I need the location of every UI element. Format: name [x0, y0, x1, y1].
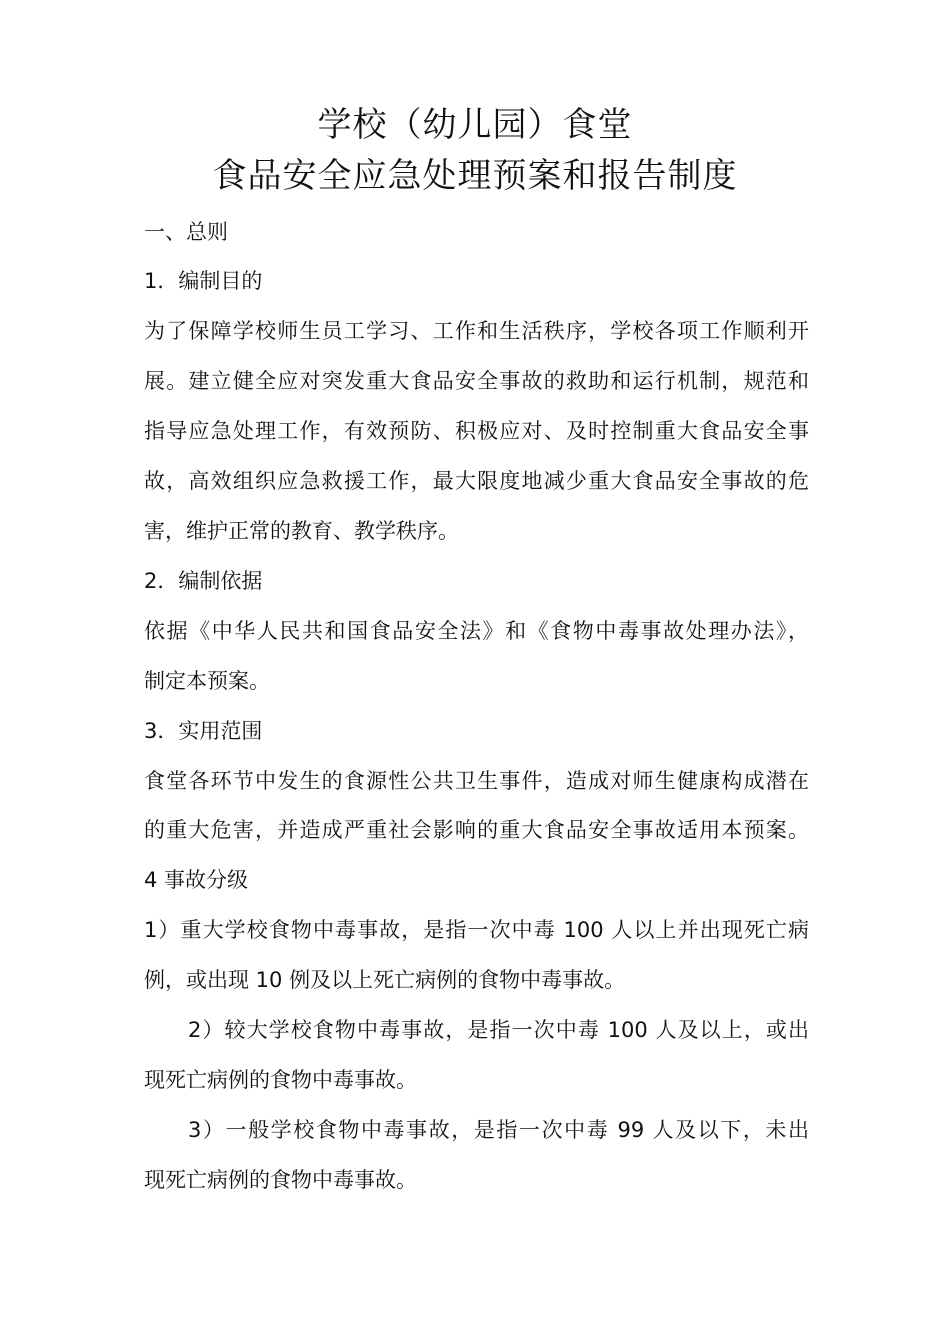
list-item-line: 2）较大学校食物中毒事故，是指一次中毒 100 人及以上，或出 [188, 1018, 809, 1042]
section-heading-general: 一、总则 [144, 220, 228, 244]
paragraph-line: 害，维护正常的教育、教学秩序。 [144, 519, 459, 543]
subheading-classification: 4 事故分级 [144, 868, 249, 892]
paragraph-line: 为了保障学校师生员工学习、工作和生活秩序，学校各项工作顺利开 [144, 319, 809, 343]
paragraph-line: 依据《中华人民共和国食品安全法》和《食物中毒事故处理办法》， [144, 619, 809, 643]
paragraph-line: 的重大危害，并造成严重社会影响的重大食品安全事故适用本预案。 [144, 818, 809, 842]
list-item-line: 现死亡病例的食物中毒事故。 [144, 1168, 417, 1192]
list-item-line: 3）一般学校食物中毒事故，是指一次中毒 99 人及以下，未出 [188, 1118, 809, 1142]
list-item-line: 1）重大学校食物中毒事故，是指一次中毒 100 人以上并出现死亡病 [144, 918, 809, 942]
paragraph-line: 制定本预案。 [144, 669, 270, 693]
paragraph-line: 展。建立健全应对突发重大食品安全事故的救助和运行机制，规范和 [144, 369, 809, 393]
subheading-purpose: 1．编制目的 [144, 269, 263, 293]
list-item-line: 例，或出现 10 例及以上死亡病例的食物中毒事故。 [144, 968, 626, 992]
list-item-line: 现死亡病例的食物中毒事故。 [144, 1068, 417, 1092]
subheading-basis: 2．编制依据 [144, 569, 263, 593]
document-title-line-1: 学校（幼儿园）食堂 [317, 105, 633, 145]
subheading-scope: 3．实用范围 [144, 719, 263, 743]
paragraph-line: 故，高效组织应急救援工作，最大限度地减少重大食品安全事故的危 [144, 469, 809, 493]
paragraph-line: 指导应急处理工作，有效预防、积极应对、及时控制重大食品安全事 [144, 419, 809, 443]
document-title-line-2: 食品安全应急处理预案和报告制度 [212, 156, 738, 196]
paragraph-line: 食堂各环节中发生的食源性公共卫生事件，造成对师生健康构成潜在 [144, 769, 809, 793]
